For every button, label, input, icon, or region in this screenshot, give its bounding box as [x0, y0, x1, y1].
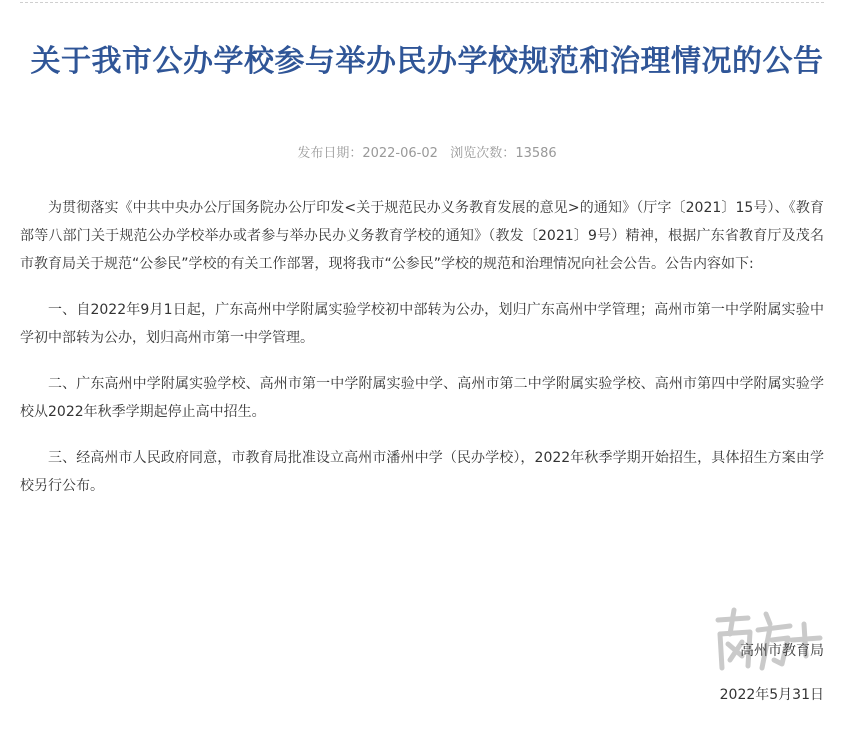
sign-date: 2022年5月31日 — [719, 687, 824, 703]
issuer: 高州市教育局 — [740, 643, 824, 659]
view-count: 13586 — [515, 146, 557, 161]
paragraph-item-1: 一、自2022年9月1日起，广东高州中学附属实验学校初中部转为公办，划归广东高州中学管理；高州市第一中学附属实验中学初中部转为公办，划归高州市第一中学管理。 — [20, 302, 824, 346]
paragraph-item-2: 二、广东高州中学附属实验学校、高州市第一中学附属实验中学、高州市第二中学附属实验学校、高州市第四中学附属实验学校从2022年秋季学期起停止高中招生。 — [20, 376, 824, 420]
publish-date-label: 发布日期： — [297, 146, 363, 161]
signature-block — [720, 640, 824, 728]
page-title: 关于我市公办学校参与举办民办学校规范和治理情况的公告 — [30, 44, 824, 79]
top-divider — [20, 2, 824, 3]
paragraph-intro: 为贯彻落实《中共中央办公厅国务院办公厅印发<关于规范民办义务教育发展的意见>的通知》（厅字〔2021〕15号）、《教育部等八部门关于规范公办学校举办或者参与举办民办义务教育学校的通知》（教发〔2021〕9号）精神，根据广东省教育厅及茂名市教育局关于规范“公参民”学校的有关工作部署，现将我市“公参民”学校的规范和治理情况向社会公告。公告内容如下: — [20, 200, 824, 272]
paragraph-item-3: 三、经高州市人民政府同意，市教育局批准设立高州市潘州中学（民办学校），2022年秋季学期开始招生，具体招生方案由学校另行公布。 — [20, 450, 824, 494]
article-meta — [0, 145, 854, 163]
view-count-label: 浏览次数： — [450, 146, 516, 161]
article-body — [20, 194, 824, 518]
publish-date: 2022-06-02 — [362, 146, 438, 161]
